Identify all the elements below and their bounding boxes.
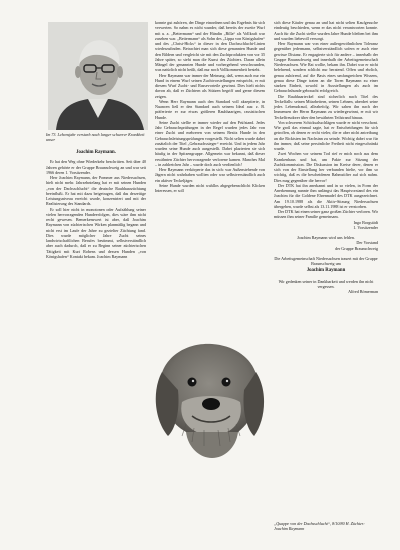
remembrance-statement: Wir gedenken seiner in Dankbarkeit und werden ihn nicht vergessen. [278, 278, 374, 289]
mourning-statement: Die Arbeitsgemeinschaft Niedersachsen trauert mit der Gruppe Braunschweig um [274, 255, 378, 266]
paragraph: Herr Raymann war immer der Meinung, daß, wenn auch nur ein Hund in einem Wurf seinen Zuchtvorstellungen entspricht, er mit diesem Wurf Zucht- und Rassevorteile gewinnt. Dies hielt nichts davon ab, daß er Züchtern als Stützen begriff und gerne diesem zeigen. [155, 72, 265, 99]
portrait-image [48, 22, 148, 130]
name-heading: Joachim Raymann. [76, 150, 116, 155]
board-signature: Der Vorstand [356, 240, 378, 246]
thanks-statement: Joachim Raymann wird uns fehlen. [297, 235, 355, 240]
mourning-name: Joachim Raymann [306, 268, 346, 274]
left-column-text [46, 146, 146, 259]
paragraph: Er hat den Weg ohne Wiederkehr beschritten. Seit über 40 Jahren gehörte er der Gruppe Braunschweig an und war seit 1966 deren 1. Vorsitzender. [46, 159, 146, 175]
board-signature-group: der Gruppe Braunschweig [335, 245, 378, 251]
paragraph: Herr Raymann verkörperte das in sich: war Außenstehende von Jägern nicht wahrhaben wollten oder war selbstverständlich auch ein aktiver Teckeljäger. [155, 167, 265, 183]
paragraph: Der DTK hat ihn anerkannt und in so vielen, in Form der Anerkennung nannte ihm unlängst das Hauptvorstand des ein Joachim für die Goldene Ehrennadel des DTK ausgezeichnet. Am 19.10.1988 als die Aktiv-Sitzung Niedersachsen übergeben, wurde selbst als 13.11.1988 ist er verstorben. [274, 182, 378, 209]
paragraph: Herr Joachim Raymann, der Pommer aus Niedersachsen, hielt nicht mehr. Jahrzehntelang hat er mit seinen Hunden „von der Dachsschlucht“ die deutsche Rauhhaarzüchtung beeinflußt. Er hat mit dazu beigetragen, daß das derzeitige Leistungsniveau erreicht wurde, konzentriert und mit der Realisierung des Standards. [46, 175, 146, 207]
dog-photo-caption: „Quappe von der Dachsschlucht“, 8/10/80 H. Züchter: Joachim Raymann [274, 521, 365, 532]
paragraph: Zwei Wochen vor seinem Tod rief er mich noch aus dem Krankenhaus und bat, um Pakte zur Sitzung der Zuchtkommission. Die Diskussion im Kreise derer, denen er sich von der Einstellung her verbunden hielte, vor ihm so wichtig, daß es die bescheidenen Rahmstifter auf sich nahm. Dies mag gegenüber die hervor! [274, 151, 378, 183]
paragraph: konnte gut zuhören, der Dinge einordnen und das Ergebnis für sich verwerten. So nahm es nicht wunder, daß bereits der zweite Wurf mit u. a. „Bettermann“ und der Hündin „Billa“ als Vollkraft war zusehen war. „Bettermann“ als Sohn des „Lippa von Königshafen“ und des „Christ-Hicks“ in dieser in den Dachsschlucht-Linien wiederzufinden. Betrachtet man sich diese genannten Hunde und den Bildern und vergleicht sie mit den Zuchtprodukten von vor 35 Jahre später, so sieht man die Kunst des Züchters. Daran allein Mängel der genannten Hunde und vorhergehend verschwunden, was natürlich nicht heißt, daß nur noch Vollkommenheit besteht. [155, 20, 265, 73]
signature-ingo-name: Ingo Borgstädt [353, 219, 378, 225]
paragraph: Wenn Herr Raymann auch den Standard voll akzeptierte, in Nuancen ließ er den Standard auch seinem Ideal aus: z. B. präferierte er zur etwas größeren Rauhhaarigen, rassistischen Hunde. [155, 98, 265, 120]
dachshund-photo [152, 332, 270, 460]
dachshund-image [152, 332, 270, 460]
signature-alfred: Alfred Bömerman [348, 289, 378, 294]
portrait-photo [48, 22, 148, 130]
paragraph: Von schwerem Schicksalsschlägen wurde er nicht verschont. Wie groß das einmal sagte, hat er Entscheidungen für sich getroffen, ob denen er recht vieler, die er aber nicht antreibung an die Ricktsten im Nachsinn zu seinde. Wichtig dabei war für ihn immer, daß seine persönliche Freiheit nicht eingeschränkt wurde. [274, 119, 378, 151]
paragraph: Herr Raymann war von einer außergewöhnlichen Toleranz gegenüber jedermann, selbstverständlich sofern er auch eine gewisse Distanz. Er engagierte sich für andere – innerhalb der Gruppe Braunschweig und innerhalb der Arbeitsgemeinschaft Niedersachsen. Wie Rat wollte, bekam ihn. Dabei war er nicht belehrend, sondern schlicht nur beratend. Offen und ehrlich, genau zuhörend, auf die Basis eines umfangreichen Wissens, genau diese Dinge traten an die Toren Raymann zu einer starken Einheit, sowohl in Ausstellungen als auch im Gebrauchshunde gebraucht erfolgreich. [274, 41, 378, 94]
signature-ingo-role: 1. Vorsitzender [353, 224, 378, 230]
paragraph: Er soll hier nicht in monotonen oder Aufzählung seiner vielen hervorragenden Hundeerfolgen, dies wäre ihm nicht recht gewesen. Bemerkenswert ist aber, daß Joachim Raymann von züchterischen Wirken planmäßig begann und nicht erst im Laufe der Jahre zu gezielter Züchtung fand. Dies wurde möglicher Jahre Zucht seines landwirtschaftlichen Berufes bestimmt, selbstverständlich aber auch dadurch, daß er zu Beginn seiner züchterischen Tätigkeit mit Kurt Robens und dessen Hunden „von Königshafen“ Kontakt bekam. Joachim Raymann [46, 206, 146, 259]
paragraph: Seine Zucht stellte er immer wieder auf den Prüfstand. Jedes Jahr Gebrauchsprüfungen in der Regel wurden jedes Jahr von einer Zucht und mehreren von seinem Besitz Hunde in den Gebrauchsleistungsprüfungen vorgestellt. Nicht selten wurde dabei zusätzlich der Titel „Gebrauchssieger“ erreicht. Und in jedem Jahr wurden seine Hunde auch ausgestellt. Dabei plazierten sie sich häufig in der Spitzengruppe. Allgemein war bekannt, daß dieser erwähnten Züchter hervorragende verlorene kamen. Manches Mal – in zahlreichen Jahr – wurde doch auch verdienlich! [155, 119, 265, 167]
middle-column-text [155, 20, 265, 193]
paragraph: Die Rauhhaarteckel sind sicherlich nach Titel des Teckelfalls: seinen Mitarbeitern, seinen Lehnen, uberdrei seine jedes Lebensdraud, alleabefolg. Wir sahen ihn nach der Immensen der Herrn Raymann zu wiedergewinnt, er mit wir Teckelfreudorer über den bewährten Teilstrand hinaus. [274, 93, 378, 120]
paragraph: Seine Hunde wurden nicht wahllos abgegebenschlicht Klicken Interessen, er soll [155, 182, 265, 193]
photo-caption: Im 73. Lebensjahr verstarb nach langer schwerer Krankheit unser [46, 132, 145, 142]
paragraph: sich diese Käufer genau an und hat nicht selten Kaufgesuche eindeutig beschieden, wenn er das nicht verantworten konnte. Auch für die Zucht stellte wurden Jahre Hunde bleiben bei ihm und wurden liebevoll versorgt. [274, 20, 378, 41]
right-column-text [274, 20, 378, 294]
paragraph: Der DTK hat einen seiner ganz großen Züchter verloren. Wir müssen ihm seiner Familie gemeinsam. [274, 209, 379, 220]
